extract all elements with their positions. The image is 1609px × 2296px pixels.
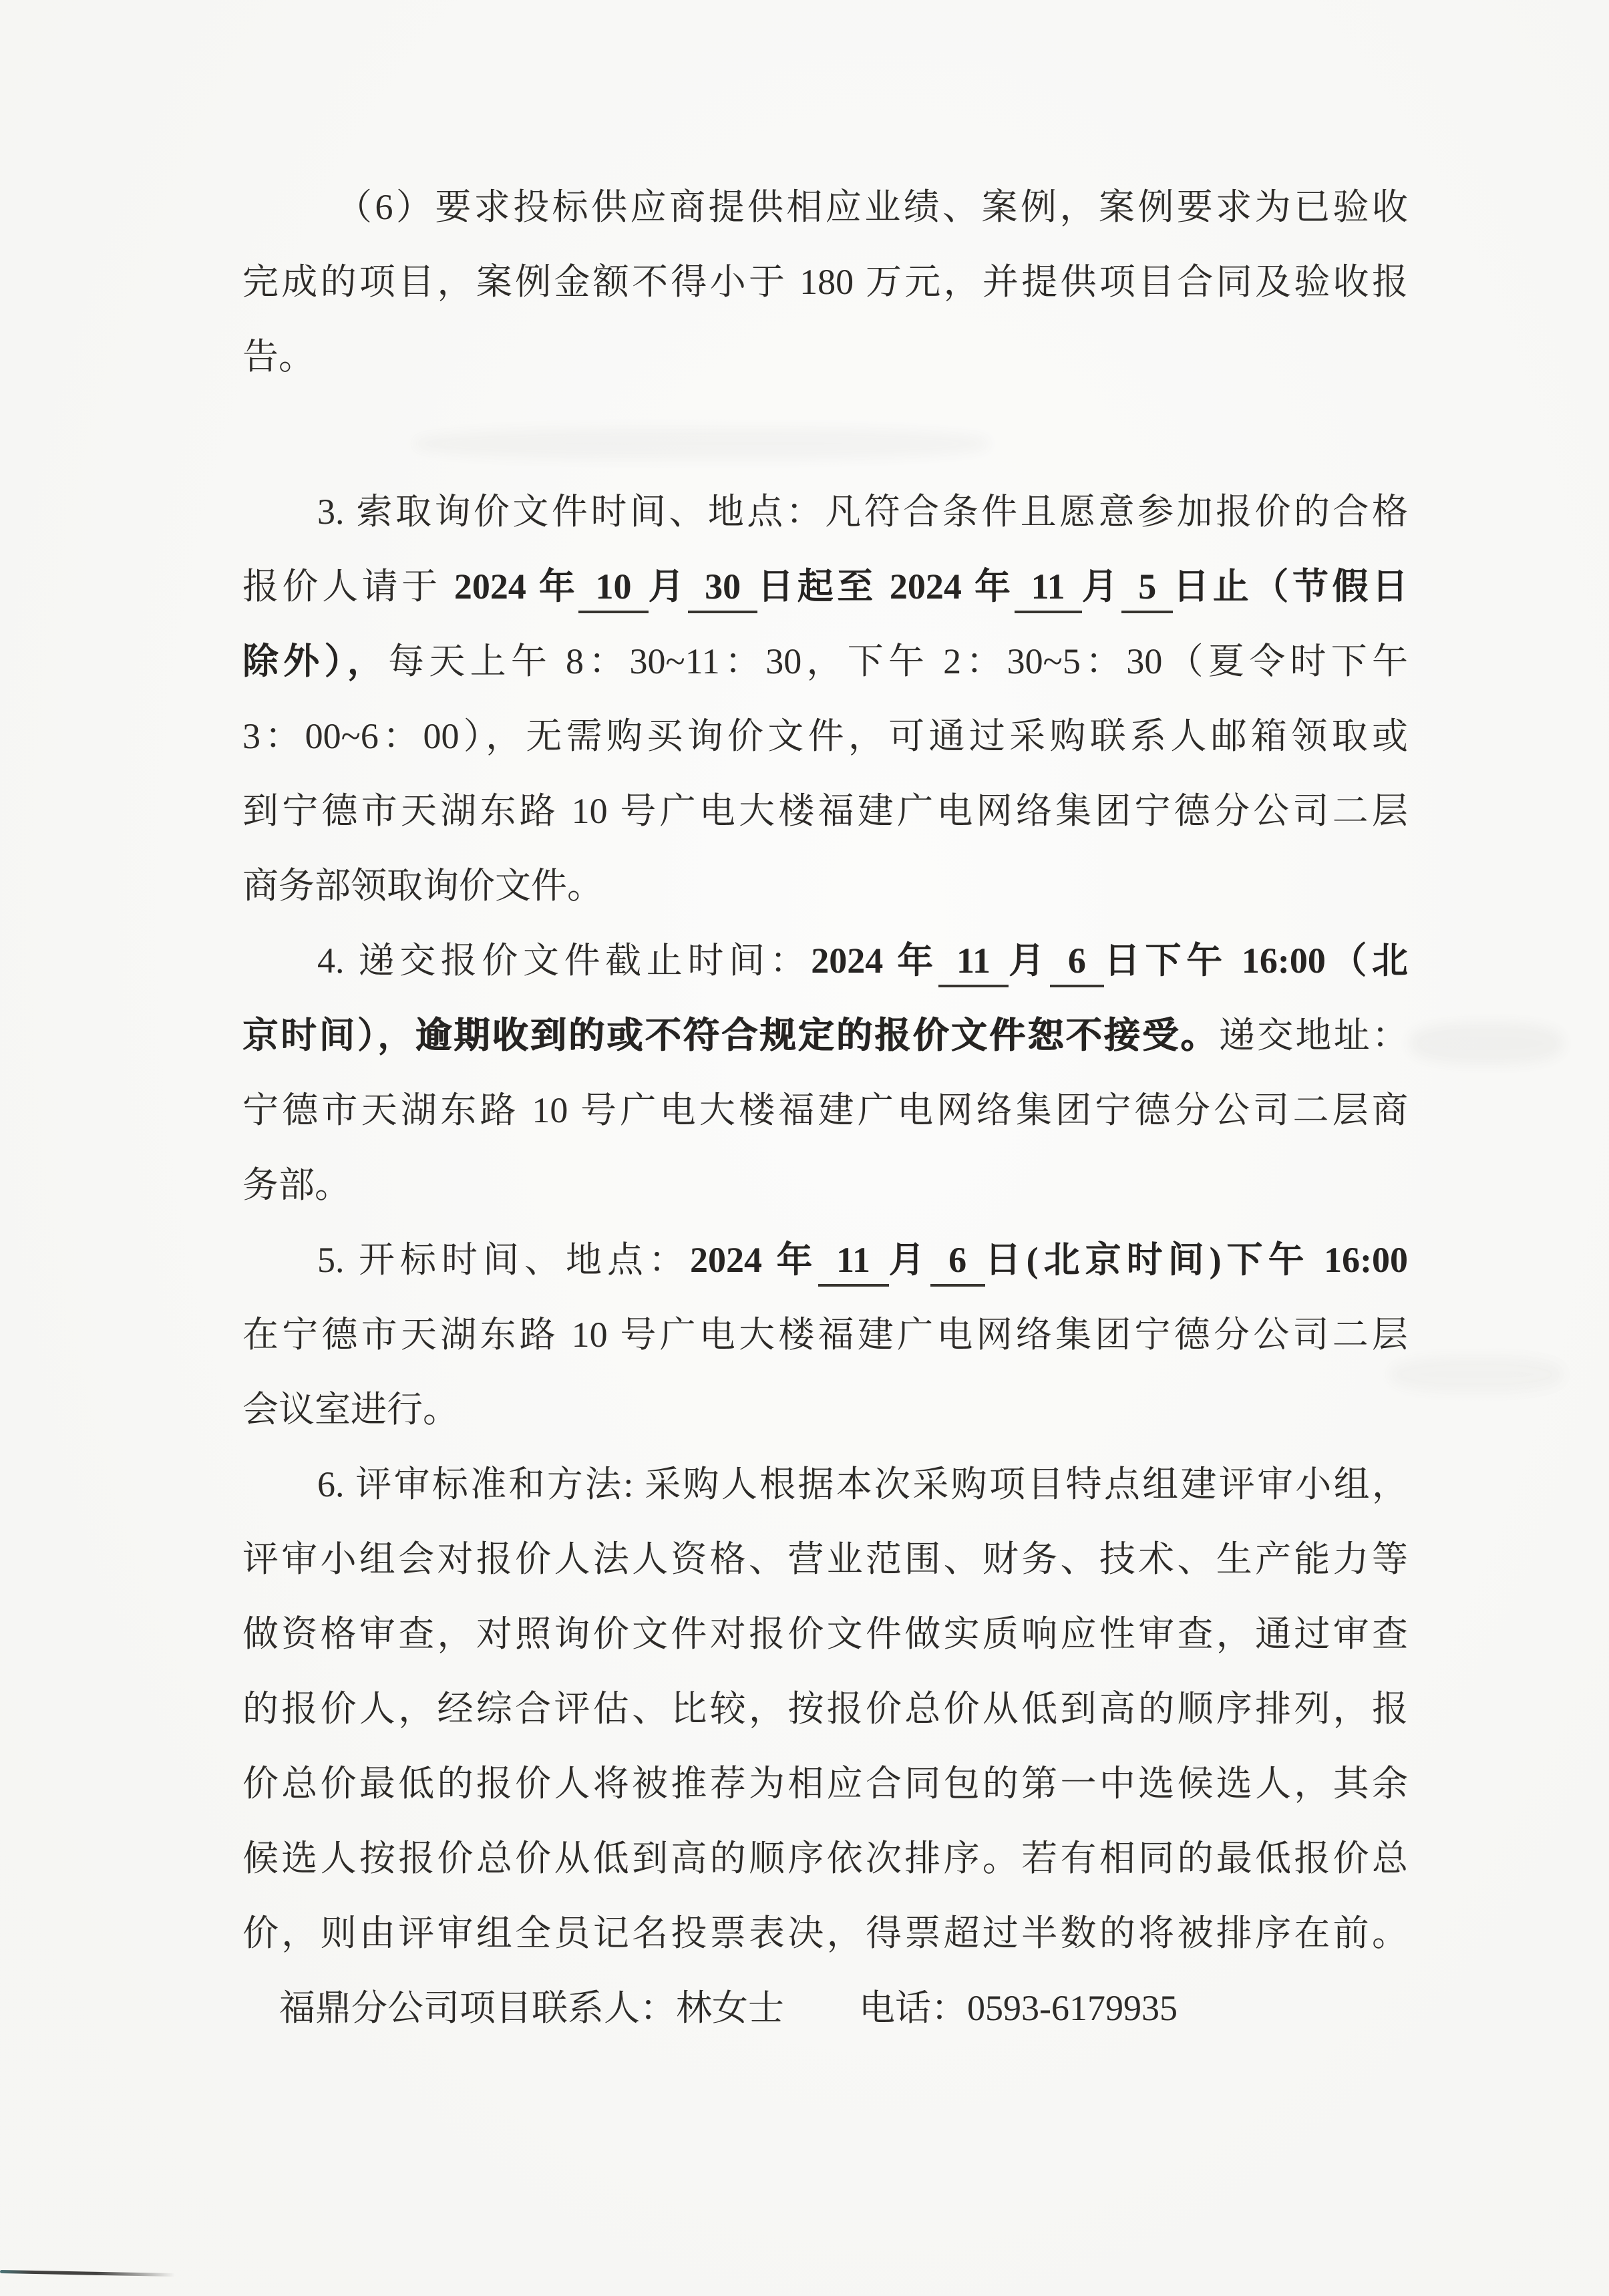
text-segment: 评审小组会对报价人法人资格、营业范围、财务、技术、生产能力等: [242, 1539, 1408, 1579]
text-line: [242, 1671, 1408, 1746]
text-line: [242, 1297, 1408, 1372]
text-segment: 商务部领取询价文件。: [242, 866, 603, 906]
text-line: [242, 1746, 1408, 1821]
date-segment: 月: [888, 1240, 930, 1280]
underlined-date-value: 11: [1015, 566, 1082, 613]
text-line: [242, 923, 1408, 998]
text-segment: 5. 开标时间、地点：: [317, 1240, 691, 1280]
text-segment: 的报价人，经综合评估、比较，按报价总价从低到高的顺序排列，报: [242, 1689, 1408, 1729]
text-line: [242, 1522, 1408, 1597]
text-line: [242, 848, 1408, 923]
date-segment: 月: [648, 566, 689, 607]
date-segment: 日下午 16:00（北: [1103, 941, 1409, 981]
scan-edge-artifact: [0, 2270, 175, 2277]
underlined-date-value: 11: [938, 941, 1009, 987]
text-line: [242, 1222, 1408, 1297]
text-line: [242, 699, 1408, 774]
text-segment: 6. 评审标准和方法: 采购人根据本次采购项目特点组建评审小组，: [317, 1464, 1408, 1504]
date-segment: 日(北京时间)下午 16:00: [985, 1240, 1409, 1280]
document-text: [242, 170, 1408, 2045]
underlined-date-value: 11: [818, 1240, 889, 1287]
contact-phone: 电话：0593-6179935: [859, 1988, 1178, 2028]
date-segment: 月: [1009, 941, 1050, 981]
bleed-through-smudge: [1409, 1022, 1563, 1065]
text-line: [242, 1372, 1408, 1447]
date-segment: 2024 年: [690, 1240, 818, 1280]
text-line: [242, 244, 1408, 319]
text-line: [242, 549, 1408, 624]
date-segment: 2024 年: [811, 941, 938, 981]
text-segment: 在宁德市天湖东路 10 号广电大楼福建广电网络集团宁德分公司二层: [242, 1315, 1408, 1355]
text-segment: 价总价最低的报价人将被推荐为相应合同包的第一中选候选人，其余: [242, 1764, 1408, 1804]
text-line: [242, 1597, 1408, 1671]
text-segment: 4. 递交报价文件截止时间：: [317, 941, 812, 981]
bold-segment: 除外），: [242, 641, 389, 681]
text-segment: 告。: [242, 337, 315, 377]
underlined-date-value: 5: [1121, 566, 1173, 613]
text-segment: 3. 索取询价文件时间、地点：凡符合条件且愿意参加报价的合格: [317, 492, 1408, 532]
text-segment: 会议室进行。: [242, 1389, 459, 1430]
underlined-date-value: 6: [1050, 941, 1104, 987]
date-segment: 日止（节假日: [1173, 566, 1409, 607]
text-segment: 宁德市天湖东路 10 号广电大楼福建广电网络集团宁德分公司二层商: [242, 1090, 1408, 1130]
date-segment: 日起至 2024 年: [757, 566, 1015, 607]
text-segment: 做资格审查，对照询价文件对报价文件做实质响应性审查，通过审查: [242, 1614, 1408, 1654]
underlined-date-value: 10: [578, 566, 648, 613]
text-line: [242, 624, 1408, 699]
bleed-through-smudge: [1389, 1356, 1563, 1393]
contact-person: 福鼎分公司项目联系人：林女士: [279, 1988, 784, 2028]
text-segment: 递交地址：: [1218, 1015, 1409, 1055]
text-line: [242, 474, 1408, 549]
text-line: [242, 170, 1408, 244]
bold-warning-segment: 逾期收到的或不符合规定的报价文件恕不接受。: [415, 1015, 1219, 1055]
text-segment: 完成的项目，案例金额不得小于 180 万元，并提供项目合同及验收报: [242, 262, 1408, 302]
text-line: [242, 1148, 1408, 1222]
text-line: [242, 1073, 1408, 1148]
text-segment: （6）要求投标供应商提供相应业绩、案例，案例要求为已验收: [336, 187, 1408, 227]
underlined-date-value: 30: [688, 566, 757, 613]
date-segment: 月: [1081, 566, 1122, 607]
text-segment: 务部。: [242, 1165, 351, 1205]
text-segment: 每天上午 8：30~11：30，下午 2：30~5：30（夏令时下午: [388, 641, 1409, 681]
contact-line: [242, 1971, 1408, 2045]
text-line: [242, 319, 1408, 394]
underlined-date-value: 6: [930, 1240, 985, 1287]
text-line: [242, 1447, 1408, 1522]
text-line: [242, 998, 1408, 1073]
text-segment: 报价人请于: [242, 566, 454, 607]
date-segment: 2024 年: [454, 566, 579, 607]
text-segment: 到宁德市天湖东路 10 号广电大楼福建广电网络集团宁德分公司二层: [242, 791, 1408, 831]
text-line: [242, 1896, 1408, 1971]
text-segment: 3：00~6：00），无需购买询价文件，可通过采购联系人邮箱领取或: [242, 716, 1408, 756]
text-line: [242, 774, 1408, 848]
text-line: [242, 1821, 1408, 1896]
text-segment: 候选人按报价总价从低到高的顺序依次排序。若有相同的最低报价总: [242, 1838, 1408, 1878]
text-segment: 价，则由评审组全员记名投票表决，得票超过半数的将被排序在前。: [242, 1913, 1408, 1953]
bold-segment: 京时间），: [242, 1015, 416, 1055]
